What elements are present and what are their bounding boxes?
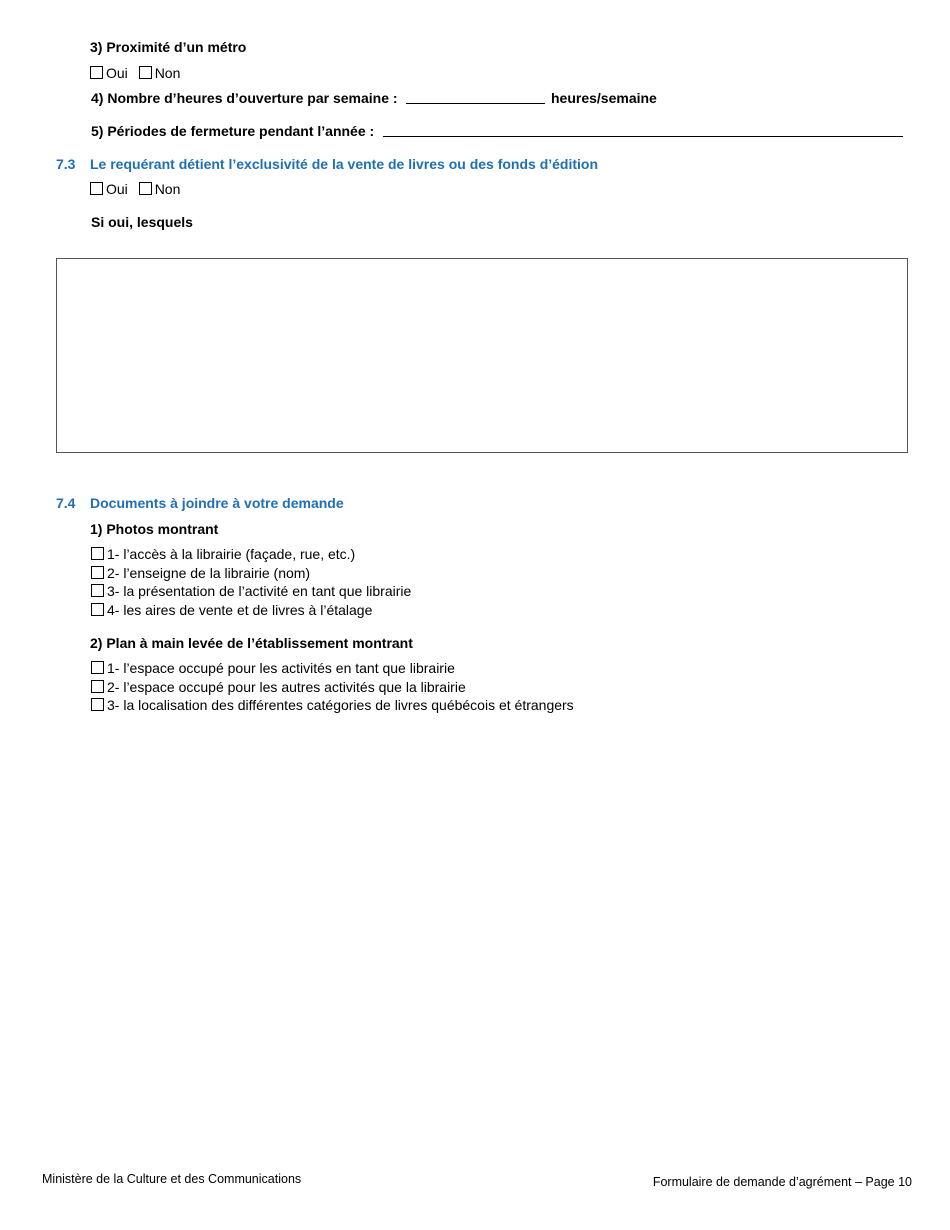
footer-page-info: Formulaire de demande d’agrément – Page 10: [652, 1175, 912, 1189]
plan-item-3-checkbox[interactable]: [91, 698, 104, 711]
photos-heading: 1) Photos montrant: [90, 521, 219, 537]
plan-checklist: [91, 659, 574, 715]
question-4-unit: heures/semaine: [551, 90, 657, 106]
list-item: [91, 678, 574, 697]
photo-item-2-checkbox[interactable]: [91, 566, 104, 579]
question-4-label: 4) Nombre d’heures d’ouverture par semaine :: [91, 90, 398, 106]
hours-per-week-field[interactable]: [406, 103, 545, 104]
photo-item-4-label: 4- les aires de vente et de livres à l’étalage: [107, 601, 373, 618]
section-7-4-number: 7.4: [56, 495, 76, 511]
plan-item-3-label: 3- la localisation des différentes catégories de livres québécois et étrangers: [107, 697, 574, 713]
list-item: [91, 696, 574, 715]
photo-item-1-checkbox[interactable]: [91, 547, 104, 560]
exclusivity-yes-label: Oui: [106, 181, 128, 197]
plan-item-1-label: 1- l’espace occupé pour les activités en tant que librairie: [107, 660, 455, 676]
photo-item-3-checkbox[interactable]: [91, 584, 104, 597]
question-5-label: 5) Périodes de fermeture pendant l’année :: [91, 123, 375, 139]
section-7-3-title: Le requérant détient l’exclusivité de la vente de livres ou des fonds d’édition: [90, 156, 599, 172]
question-3-label: 3) Proximité d’un métro: [90, 39, 247, 55]
list-item: [91, 564, 411, 583]
photos-checklist: [91, 545, 411, 619]
exclusivity-yes-checkbox[interactable]: [90, 182, 103, 195]
list-item: [91, 545, 411, 564]
photo-item-2-label: 2- l’enseigne de la librairie (nom): [107, 564, 311, 581]
list-item: [91, 659, 574, 678]
photo-item-3-label: 3- la présentation de l’activité en tant que librairie: [107, 583, 412, 599]
q3-yes-label: Oui: [106, 65, 128, 81]
question-3-options: [90, 65, 180, 81]
if-yes-label: Si oui, lesquels: [91, 214, 193, 230]
plan-item-2-label: 2- l’espace occupé pour les autres activités que la librairie: [107, 678, 466, 695]
photo-item-1-label: 1- l’accès à la librairie (façade, rue, etc.): [107, 546, 356, 562]
section-7-4-title: Documents à joindre à votre demande: [90, 495, 344, 511]
exclusivity-no-label: Non: [154, 181, 181, 197]
exclusivity-no-checkbox[interactable]: [139, 182, 152, 195]
q3-yes-checkbox[interactable]: [90, 66, 103, 79]
list-item: [91, 582, 411, 601]
footer-ministry: Ministère de la Culture et des Communications: [42, 1172, 302, 1186]
exclusivity-details-textarea[interactable]: [56, 258, 908, 453]
plan-item-2-checkbox[interactable]: [91, 680, 104, 693]
q3-no-label: Non: [154, 65, 181, 81]
plan-heading: 2) Plan à main levée de l’établissement montrant: [90, 635, 413, 651]
photo-item-4-checkbox[interactable]: [91, 603, 104, 616]
section-7-3-number: 7.3: [56, 156, 76, 172]
closing-periods-field[interactable]: [383, 136, 903, 137]
plan-item-1-checkbox[interactable]: [91, 661, 104, 674]
q3-no-checkbox[interactable]: [139, 66, 152, 79]
section-7-3-options: [90, 181, 180, 197]
list-item: [91, 601, 411, 620]
